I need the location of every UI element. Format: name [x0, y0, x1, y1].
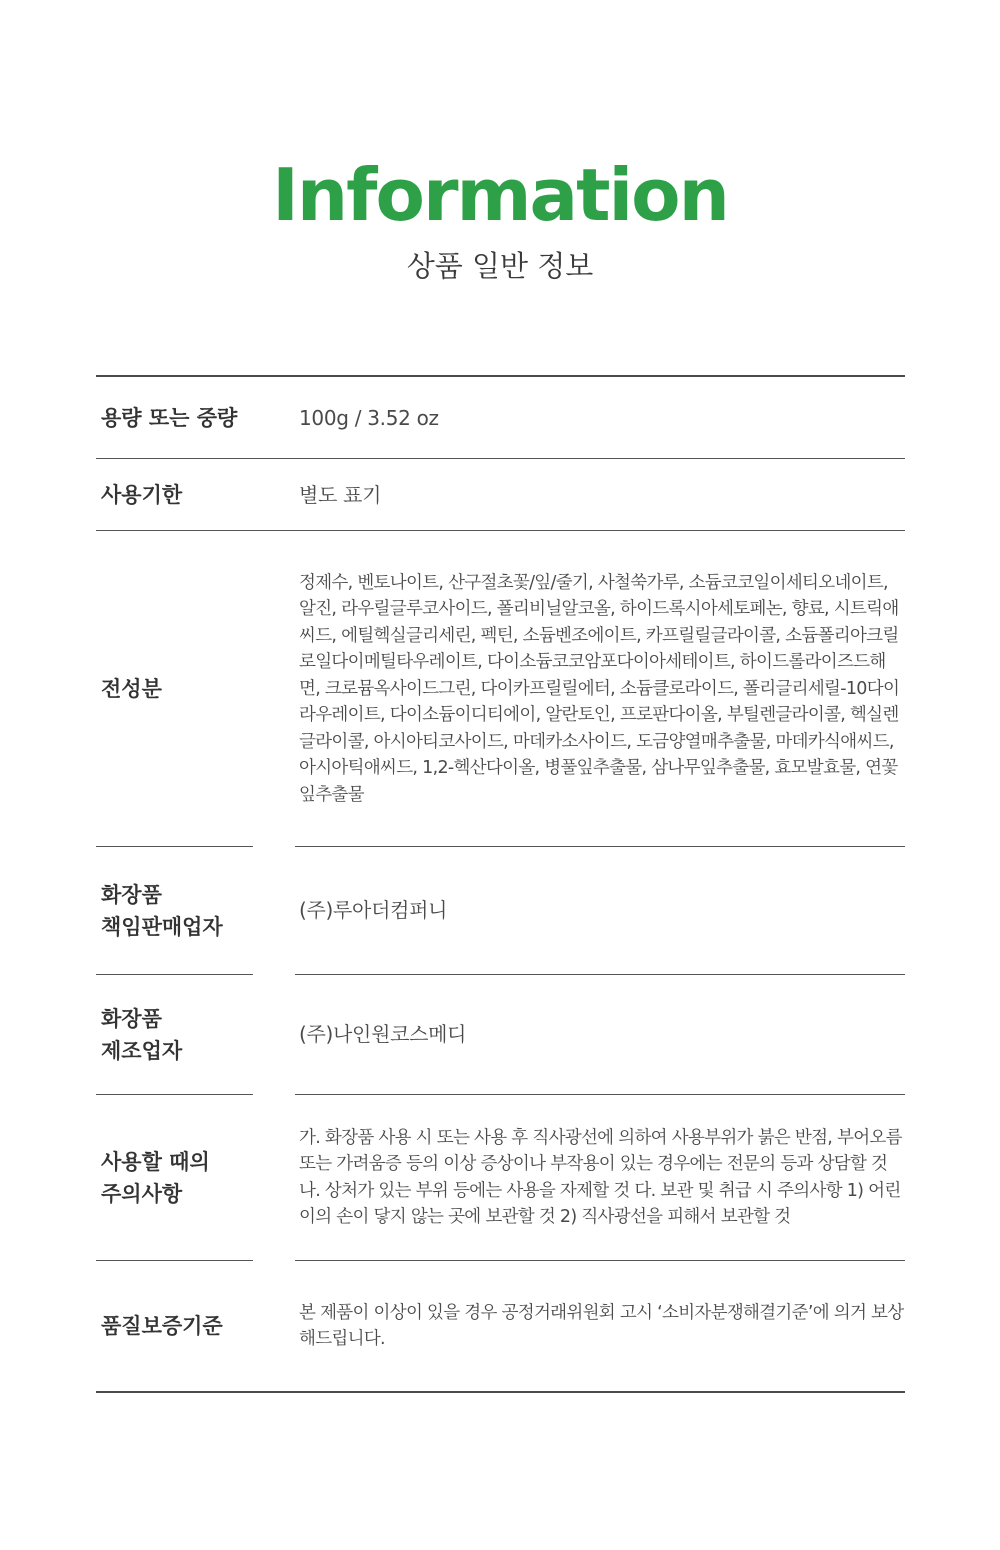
row-label: 전성분	[101, 677, 162, 701]
row-value: (주)루아더컴퍼니	[299, 898, 448, 923]
row-label: 사용기한	[101, 483, 183, 507]
row-value: (주)나인원코스메디	[299, 1022, 467, 1047]
row-label: 화장품 책임판매업자	[101, 882, 223, 939]
row-label: 사용할 때의 주의사항	[101, 1149, 210, 1206]
table-row-manufacturer	[96, 975, 905, 1094]
page-subtitle: 상품 일반 정보	[406, 249, 594, 283]
row-value: 100g / 3.52 oz	[299, 405, 439, 430]
table-row-capacity	[96, 377, 905, 459]
row-value: 별도 표기	[299, 482, 382, 507]
table-row-quality-guarantee	[96, 1261, 905, 1391]
table-row-expiry	[96, 459, 905, 531]
page-title: Information	[272, 153, 728, 237]
row-label: 용량 또는 중량	[101, 406, 238, 430]
row-label: 품질보증기준	[101, 1314, 223, 1338]
table-bottom-divider	[96, 1391, 905, 1393]
row-label: 화장품 제조업자	[101, 1006, 183, 1063]
table-row-ingredients	[96, 531, 905, 847]
table-row-distributor	[96, 847, 905, 974]
row-value: 본 제품이 이상이 있을 경우 공정거래위원회 고시 ‘소비자분쟁해결기준’에 의거 보상해드립니다.	[299, 1302, 904, 1349]
table-row-precautions	[96, 1095, 905, 1260]
row-value: 가. 화장품 사용 시 또는 사용 후 직사광선에 의하여 사용부위가 붉은 반점, 부어오름 또는 가려움증 등의 이상 증상이나 부작용이 있는 경우에는 전문의 등과 상담할 것 나. 상처가 있는 부위 등에는 사용을 자제할 것 다. 보관 및 취급 시 주의사항 1) 어린이의 손이 닿지 않는 곳에 보관할 것 2) 직사광선을 피해서 보관할 것	[299, 1127, 902, 1227]
row-value: 정제수, 벤토나이트, 산구절초꽃/잎/줄기, 사철쑥가루, 소듐코코일이세티오네이트, 알진, 라우릴글루코사이드, 폴리비닐알코올, 하이드록시아세토페논, 향료, 시트릭애씨드, 에틸헥실글리세린, 펙틴, 소듐벤조에이트, 카프릴릴글라이콜, 소듐폴리아크릴로일다이메틸타우레이트, 다이소듐코코암포다이아세테이트, 하이드롤라이즈드해면, 크로뮴옥사이드그린, 다이카프릴릴에터, 소듐클로라이드, 폴리글리세릴-10다이라우레이트, 다이소듐이디티에이, 알란토인, 프로판다이올, 부틸렌글라이콜, 헥실렌글라이콜, 아시아티코사이드, 마데카소사이드, 도금양열매추출물, 마데카식애씨드, 아시아틱애씨드, 1,2-헥산다이올, 병풀잎추출물, 삼나무잎추출물, 효모발효물, 연꽃잎추출물	[299, 572, 900, 805]
